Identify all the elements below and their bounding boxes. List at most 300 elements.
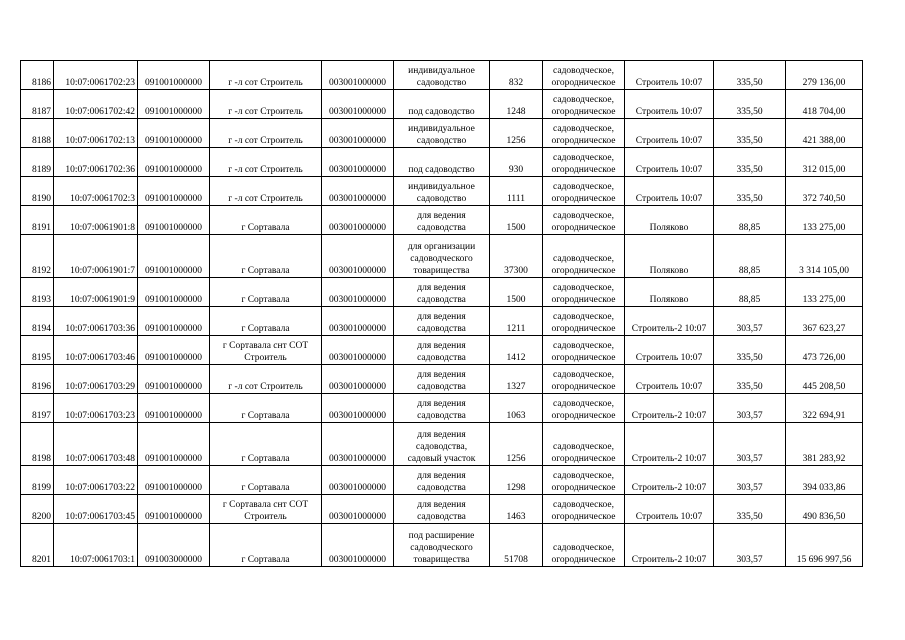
category-text: садоводческое, огородническое (551, 399, 616, 421)
cadastral-value-cell (786, 394, 863, 423)
category-text: садоводческое, огородническое (551, 543, 616, 565)
rate-text: 303,57 (736, 411, 763, 421)
row-number-text: 8187 (32, 107, 51, 117)
area-cell (490, 90, 543, 119)
row-number-text: 8198 (32, 454, 51, 464)
cadastral-value-text: 490 836,50 (802, 512, 846, 522)
location-cell (210, 235, 322, 278)
okato-text: 003001000000 (329, 223, 386, 233)
cadastral-number-cell (54, 119, 138, 148)
zone-cell (625, 278, 714, 307)
zone-text: Строитель-2 10:07 (631, 411, 707, 421)
code-cell (138, 90, 210, 119)
cadastral-value-cell (786, 235, 863, 278)
permitted-use-cell (394, 495, 490, 524)
permitted-use-cell (394, 307, 490, 336)
permitted-use-text: для ведения садоводства, садовый участок (407, 430, 476, 464)
cadastral-number-cell (54, 206, 138, 235)
category-text: садоводческое, огородническое (551, 442, 616, 464)
area-cell (490, 394, 543, 423)
location-cell (210, 177, 322, 206)
okato-text: 003001000000 (329, 512, 386, 522)
area-cell (490, 61, 543, 90)
table-row (21, 307, 863, 336)
permitted-use-cell (394, 235, 490, 278)
area-text: 1463 (506, 512, 526, 522)
category-cell (543, 61, 625, 90)
cadastral-number-text: 10:07:0061901:9 (70, 295, 135, 305)
category-text: садоводческое, огородническое (551, 66, 616, 88)
zone-cell (625, 235, 714, 278)
okato-text: 003001000000 (329, 353, 386, 363)
rate-text: 303,57 (736, 483, 763, 493)
cadastral-number-text: 10:07:0061703:36 (65, 324, 135, 334)
cadastral-number-text: 10:07:0061703:46 (65, 353, 135, 363)
code-cell (138, 307, 210, 336)
code-cell (138, 177, 210, 206)
zone-text: Строитель-2 10:07 (631, 454, 707, 464)
table-row (21, 466, 863, 495)
cadastral-number-cell (54, 90, 138, 119)
cadastral-number-cell (54, 177, 138, 206)
rate-text: 335,50 (736, 136, 763, 146)
cadastral-table (20, 60, 863, 567)
cadastral-value-text: 279 136,00 (802, 78, 846, 88)
permitted-use-cell (394, 336, 490, 365)
location-cell (210, 61, 322, 90)
code-cell (138, 119, 210, 148)
area-cell (490, 235, 543, 278)
zone-cell (625, 336, 714, 365)
okato-cell (322, 119, 394, 148)
row-number-text: 8194 (32, 324, 51, 334)
row-number-text: 8186 (32, 78, 51, 88)
cadastral-value-cell (786, 466, 863, 495)
permitted-use-cell (394, 61, 490, 90)
cadastral-value-cell (786, 524, 863, 567)
table-row (21, 365, 863, 394)
permitted-use-text: индивидуальное садоводство (408, 66, 475, 88)
permitted-use-text: индивидуальное садоводство (408, 182, 475, 204)
cadastral-value-text: 367 623,27 (802, 324, 846, 334)
location-text: г -л сот Строитель (228, 107, 303, 117)
okato-text: 003001000000 (329, 411, 386, 421)
location-text: г Сортавала снт СОТ Строитель (222, 500, 309, 522)
okato-cell (322, 90, 394, 119)
table-row (21, 524, 863, 567)
cadastral-value-cell (786, 90, 863, 119)
okato-text: 003001000000 (329, 136, 386, 146)
code-text: 091001000000 (145, 454, 202, 464)
code-cell (138, 394, 210, 423)
category-cell (543, 423, 625, 466)
rate-cell (714, 177, 786, 206)
category-text: садоводческое, огородническое (551, 254, 616, 276)
area-text: 1111 (507, 194, 525, 204)
zone-cell (625, 394, 714, 423)
permitted-use-text: для организации садоводческого товарищества (407, 242, 476, 276)
permitted-use-cell (394, 278, 490, 307)
zone-cell (625, 177, 714, 206)
location-text: г Сортавала (241, 454, 290, 464)
cadastral-number-text: 10:07:0061702:42 (65, 107, 135, 117)
zone-cell (625, 365, 714, 394)
permitted-use-cell (394, 524, 490, 567)
location-cell (210, 394, 322, 423)
area-cell (490, 524, 543, 567)
area-cell (490, 307, 543, 336)
table-row (21, 148, 863, 177)
cadastral-number-cell (54, 365, 138, 394)
row-number-text: 8201 (32, 555, 51, 565)
okato-cell (322, 495, 394, 524)
code-cell (138, 235, 210, 278)
code-text: 091001000000 (145, 324, 202, 334)
rate-cell (714, 307, 786, 336)
area-text: 1412 (506, 353, 526, 363)
zone-text: Строитель-2 10:07 (631, 324, 707, 334)
table-row (21, 336, 863, 365)
permitted-use-text: индивидуальное садоводство (408, 124, 475, 146)
location-cell (210, 278, 322, 307)
row-number-text: 8195 (32, 353, 51, 363)
permitted-use-text: под садоводство (408, 107, 475, 117)
code-text: 091003000000 (145, 555, 202, 565)
okato-text: 003001000000 (329, 266, 386, 276)
cadastral-number-text: 10:07:0061702:36 (65, 165, 135, 175)
rate-text: 303,57 (736, 324, 763, 334)
location-cell (210, 524, 322, 567)
code-cell (138, 336, 210, 365)
location-cell (210, 365, 322, 394)
cadastral-number-text: 10:07:0061703:48 (65, 454, 135, 464)
location-cell (210, 119, 322, 148)
row-number-cell (21, 336, 54, 365)
row-number-text: 8197 (32, 411, 51, 421)
okato-text: 003001000000 (329, 454, 386, 464)
rate-text: 303,57 (736, 454, 763, 464)
rate-cell (714, 495, 786, 524)
category-text: садоводческое, огородническое (551, 283, 616, 305)
zone-text: Строитель-2 10:07 (631, 555, 707, 565)
zone-text: Строитель 10:07 (635, 353, 703, 363)
location-text: г Сортавала (241, 324, 290, 334)
code-cell (138, 423, 210, 466)
category-text: садоводческое, огородническое (551, 153, 616, 175)
location-text: г Сортавала (241, 295, 290, 305)
cadastral-number-cell (54, 148, 138, 177)
permitted-use-text: для ведения садоводства (417, 211, 466, 233)
code-text: 091001000000 (145, 382, 202, 392)
location-text: г -л сот Строитель (228, 78, 303, 88)
okato-text: 003001000000 (329, 295, 386, 305)
rate-text: 335,50 (736, 78, 763, 88)
cadastral-number-text: 10:07:0061702:13 (65, 136, 135, 146)
area-text: 1063 (506, 411, 526, 421)
row-number-text: 8189 (32, 165, 51, 175)
category-text: садоводческое, огородническое (551, 370, 616, 392)
area-text: 1256 (506, 454, 526, 464)
area-text: 37300 (504, 266, 528, 276)
permitted-use-cell (394, 365, 490, 394)
cadastral-number-text: 10:07:0061901:8 (70, 223, 135, 233)
cadastral-number-text: 10:07:0061703:23 (65, 411, 135, 421)
area-text: 1500 (506, 295, 526, 305)
rate-cell (714, 365, 786, 394)
okato-cell (322, 365, 394, 394)
cadastral-number-text: 10:07:0061702:23 (65, 78, 135, 88)
area-text: 1298 (506, 483, 526, 493)
row-number-text: 8191 (32, 223, 51, 233)
rate-cell (714, 394, 786, 423)
code-cell (138, 524, 210, 567)
code-text: 091001000000 (145, 512, 202, 522)
row-number-cell (21, 495, 54, 524)
zone-text: Поляково (649, 295, 689, 305)
cadastral-value-text: 381 283,92 (802, 454, 846, 464)
okato-cell (322, 466, 394, 495)
row-number-cell (21, 394, 54, 423)
code-text: 091001000000 (145, 165, 202, 175)
cadastral-value-text: 421 388,00 (802, 136, 846, 146)
permitted-use-cell (394, 90, 490, 119)
rate-text: 303,57 (736, 555, 763, 565)
category-cell (543, 278, 625, 307)
rate-cell (714, 235, 786, 278)
rate-cell (714, 336, 786, 365)
cadastral-value-text: 312 015,00 (802, 165, 846, 175)
zone-cell (625, 466, 714, 495)
category-text: садоводческое, огородническое (551, 211, 616, 233)
rate-text: 335,50 (736, 107, 763, 117)
rate-text: 335,50 (736, 382, 763, 392)
area-text: 1256 (506, 136, 526, 146)
cadastral-value-cell (786, 61, 863, 90)
location-cell (210, 423, 322, 466)
category-cell (543, 495, 625, 524)
cadastral-value-cell (786, 365, 863, 394)
area-cell (490, 177, 543, 206)
row-number-cell (21, 177, 54, 206)
permitted-use-cell (394, 119, 490, 148)
rate-cell (714, 206, 786, 235)
okato-text: 003001000000 (329, 382, 386, 392)
category-cell (543, 235, 625, 278)
location-text: г Сортавала (241, 555, 290, 565)
row-number-cell (21, 90, 54, 119)
code-text: 091001000000 (145, 78, 202, 88)
code-text: 091001000000 (145, 353, 202, 363)
rate-text: 88,85 (738, 295, 761, 305)
table-row (21, 278, 863, 307)
area-cell (490, 206, 543, 235)
area-text: 1211 (506, 324, 526, 334)
zone-text: Строитель 10:07 (635, 512, 703, 522)
category-cell (543, 524, 625, 567)
zone-text: Строитель 10:07 (635, 194, 703, 204)
table-body (21, 61, 863, 567)
location-text: г -л сот Строитель (228, 136, 303, 146)
cadastral-number-cell (54, 307, 138, 336)
okato-text: 003001000000 (329, 78, 386, 88)
location-text: г Сортавала (241, 223, 290, 233)
row-number-cell (21, 524, 54, 567)
okato-cell (322, 61, 394, 90)
location-cell (210, 336, 322, 365)
row-number-text: 8200 (32, 512, 51, 522)
zone-text: Поляково (649, 223, 689, 233)
permitted-use-text: под садоводство (408, 165, 475, 175)
zone-cell (625, 119, 714, 148)
row-number-text: 8196 (32, 382, 51, 392)
cadastral-number-cell (54, 336, 138, 365)
cadastral-value-text: 445 208,50 (802, 382, 846, 392)
category-text: садоводческое, огородническое (551, 312, 616, 334)
permitted-use-text: для ведения садоводства (417, 312, 466, 334)
category-text: садоводческое, огородническое (551, 124, 616, 146)
category-text: садоводческое, огородническое (551, 500, 616, 522)
permitted-use-text: для ведения садоводства (417, 370, 466, 392)
table-row (21, 423, 863, 466)
location-text: г -л сот Строитель (228, 194, 303, 204)
category-text: садоводческое, огородническое (551, 471, 616, 493)
category-cell (543, 466, 625, 495)
cadastral-number-text: 10:07:0061901:7 (70, 266, 135, 276)
cadastral-value-text: 473 726,00 (802, 353, 846, 363)
permitted-use-text: под расширение садоводческого товарищества (408, 531, 475, 565)
table-row (21, 495, 863, 524)
cadastral-number-cell (54, 495, 138, 524)
zone-cell (625, 524, 714, 567)
cadastral-number-cell (54, 61, 138, 90)
permitted-use-text: для ведения садоводства (417, 341, 466, 363)
cadastral-number-cell (54, 394, 138, 423)
row-number-cell (21, 307, 54, 336)
zone-cell (625, 423, 714, 466)
location-cell (210, 206, 322, 235)
okato-text: 003001000000 (329, 107, 386, 117)
cadastral-value-text: 3 314 105,00 (799, 266, 849, 276)
permitted-use-cell (394, 423, 490, 466)
category-text: садоводческое, огородническое (551, 182, 616, 204)
code-text: 091001000000 (145, 136, 202, 146)
code-cell (138, 278, 210, 307)
cadastral-value-text: 133 275,00 (802, 223, 846, 233)
rate-cell (714, 423, 786, 466)
area-cell (490, 423, 543, 466)
cadastral-value-text: 133 275,00 (802, 295, 846, 305)
code-cell (138, 61, 210, 90)
area-cell (490, 278, 543, 307)
zone-cell (625, 495, 714, 524)
cadastral-value-cell (786, 206, 863, 235)
okato-cell (322, 148, 394, 177)
permitted-use-text: для ведения садоводства (417, 500, 466, 522)
category-cell (543, 394, 625, 423)
zone-text: Строитель 10:07 (635, 382, 703, 392)
permitted-use-text: для ведения садоводства (417, 283, 466, 305)
okato-text: 003001000000 (329, 555, 386, 565)
zone-cell (625, 206, 714, 235)
permitted-use-cell (394, 394, 490, 423)
rate-cell (714, 466, 786, 495)
area-text: 1327 (506, 382, 526, 392)
cadastral-value-text: 394 033,86 (802, 483, 846, 493)
rate-text: 335,50 (736, 353, 763, 363)
okato-text: 003001000000 (329, 324, 386, 334)
okato-cell (322, 524, 394, 567)
cadastral-value-cell (786, 423, 863, 466)
row-number-cell (21, 119, 54, 148)
code-text: 091001000000 (145, 411, 202, 421)
location-text: г -л сот Строитель (228, 382, 303, 392)
okato-cell (322, 307, 394, 336)
table-row (21, 61, 863, 90)
cadastral-value-cell (786, 495, 863, 524)
category-cell (543, 206, 625, 235)
code-text: 091001000000 (145, 266, 202, 276)
table-row (21, 90, 863, 119)
permitted-use-text: для ведения садоводства (417, 471, 466, 493)
cadastral-value-text: 322 694,91 (802, 411, 846, 421)
table-row (21, 119, 863, 148)
row-number-cell (21, 61, 54, 90)
area-text: 1248 (506, 107, 526, 117)
okato-cell (322, 278, 394, 307)
rate-cell (714, 90, 786, 119)
okato-text: 003001000000 (329, 483, 386, 493)
row-number-cell (21, 365, 54, 394)
rate-cell (714, 524, 786, 567)
rate-text: 335,50 (736, 165, 763, 175)
category-cell (543, 119, 625, 148)
row-number-text: 8190 (32, 194, 51, 204)
zone-text: Строитель 10:07 (635, 107, 703, 117)
cadastral-value-text: 372 740,50 (802, 194, 846, 204)
category-cell (543, 90, 625, 119)
zone-cell (625, 307, 714, 336)
location-text: г Сортавала (241, 266, 290, 276)
area-cell (490, 119, 543, 148)
table-row (21, 177, 863, 206)
rate-text: 88,85 (738, 223, 761, 233)
okato-cell (322, 235, 394, 278)
rate-cell (714, 61, 786, 90)
location-cell (210, 307, 322, 336)
cadastral-value-text: 15 696 997,56 (796, 555, 852, 565)
category-cell (543, 177, 625, 206)
okato-cell (322, 177, 394, 206)
location-text: г Сортавала снт СОТ Строитель (222, 341, 309, 363)
code-cell (138, 495, 210, 524)
category-cell (543, 365, 625, 394)
row-number-cell (21, 206, 54, 235)
row-number-text: 8199 (32, 483, 51, 493)
cadastral-number-cell (54, 235, 138, 278)
row-number-cell (21, 278, 54, 307)
category-text: садоводческое, огородническое (551, 95, 616, 117)
cadastral-value-cell (786, 278, 863, 307)
category-cell (543, 336, 625, 365)
area-text: 832 (508, 78, 524, 88)
cadastral-value-text: 418 704,00 (802, 107, 846, 117)
location-text: г Сортавала (241, 483, 290, 493)
rate-cell (714, 119, 786, 148)
zone-cell (625, 61, 714, 90)
table-row (21, 206, 863, 235)
location-cell (210, 90, 322, 119)
location-text: г -л сот Строитель (228, 165, 303, 175)
